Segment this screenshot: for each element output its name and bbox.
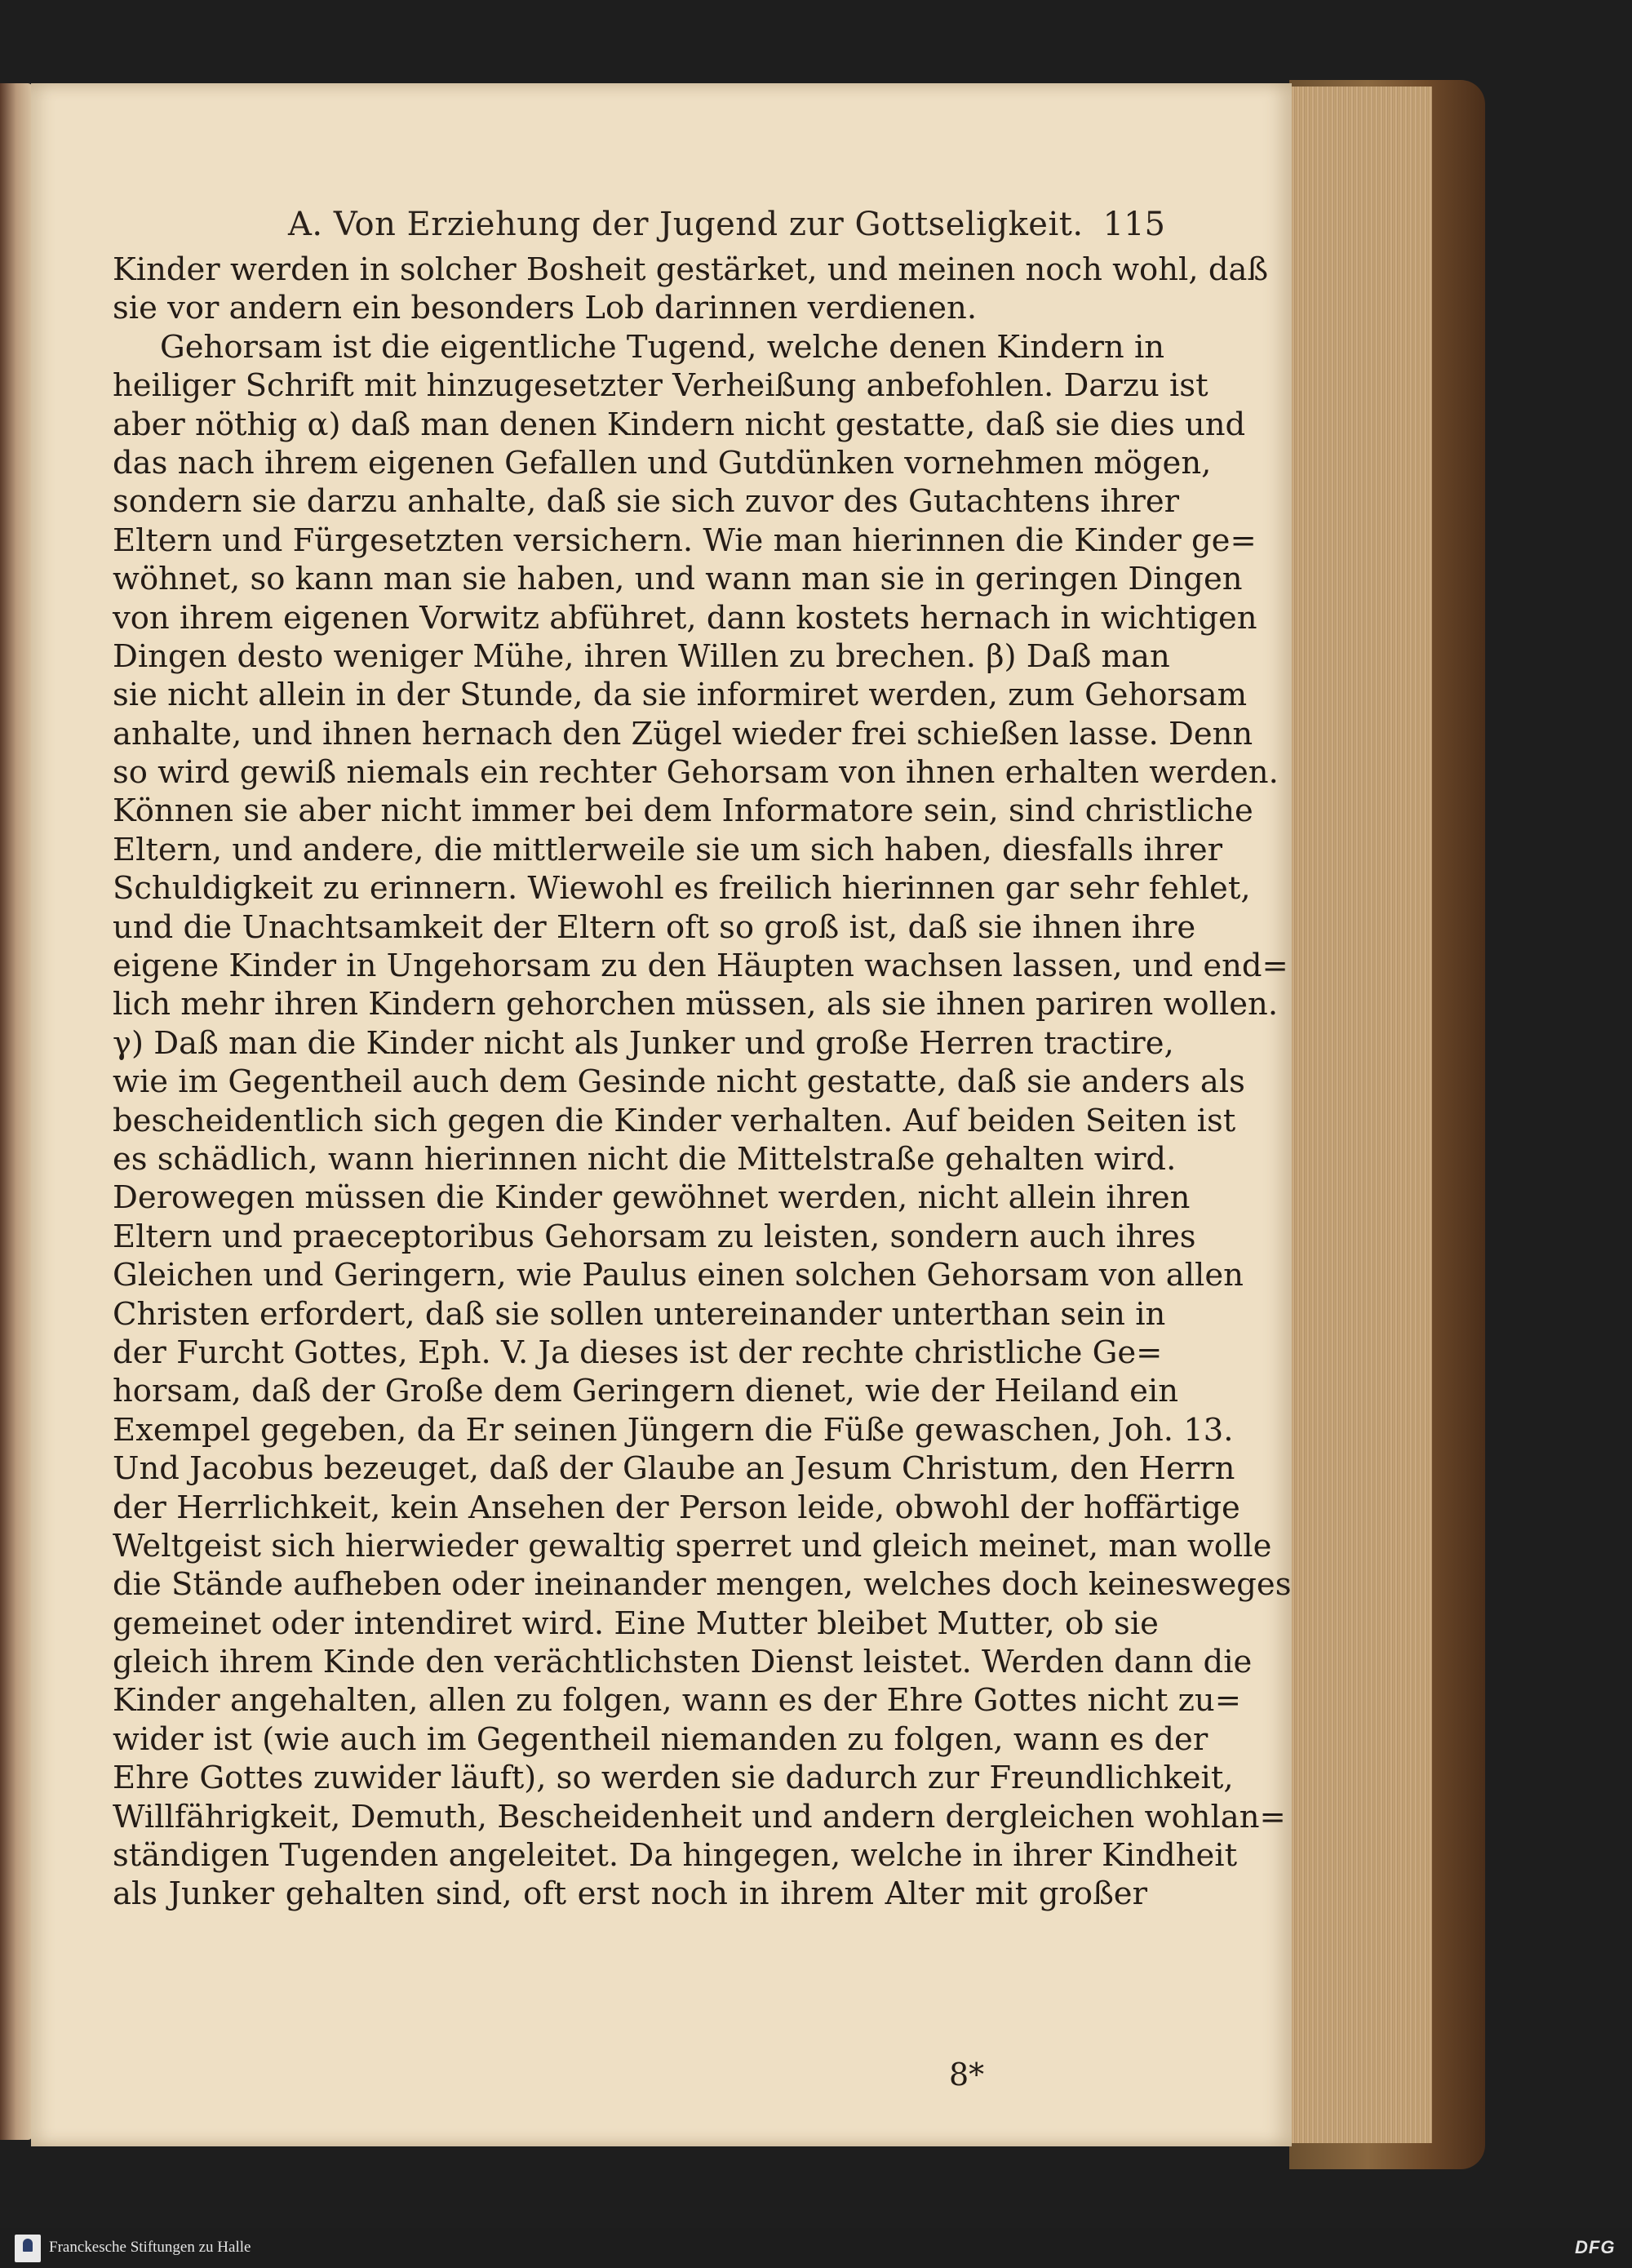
book-page: [31, 83, 1292, 2146]
text-line: als Junker gehalten sind, oft erst noch in ihrem Alter mit großer: [113, 1875, 1147, 1913]
text-line: γ) Daß man die Kinder nicht als Junker und große Herren tractire,: [113, 1024, 1174, 1062]
running-head: A. Von Erziehung der Jugend zur Gottseligkeit.: [288, 206, 1084, 243]
text-line: aber nöthig α) daß man denen Kindern nicht gestatte, daß sie dies und: [113, 406, 1246, 443]
text-line: sondern sie darzu anhalte, daß sie sich zuvor des Gutachtens ihrer: [113, 483, 1180, 521]
text-line: Dingen desto weniger Mühe, ihren Willen zu brechen. β) Daß man: [113, 637, 1170, 675]
text-line: das nach ihrem eigenen Gefallen und Gutdünken vornehmen mögen,: [113, 444, 1212, 482]
text-line: lich mehr ihren Kindern gehorchen müssen, als sie ihnen pariren wollen.: [113, 986, 1279, 1023]
text-line: wider ist (wie auch im Gegentheil niemanden zu folgen, wann es der: [113, 1720, 1208, 1758]
institution-label: Franckesche Stiftungen zu Halle: [49, 2239, 251, 2256]
text-line: wöhnet, so kann man sie haben, und wann man sie in geringen Dingen: [113, 561, 1243, 598]
text-line: Schuldigkeit zu erinnern. Wiewohl es freilich hierinnen gar sehr fehlet,: [113, 870, 1251, 908]
text-line: so wird gewiß niemals ein rechter Gehorsam von ihnen erhalten werden.: [113, 754, 1279, 792]
text-line: Eltern und praeceptoribus Gehorsam zu leisten, sondern auch ihres: [113, 1218, 1196, 1255]
text-line: Christen erfordert, daß sie sollen untereinander unterthan sein in: [113, 1295, 1166, 1333]
text-line: wie im Gegentheil auch dem Gesinde nicht gestatte, daß sie anders als: [113, 1063, 1245, 1101]
text-line: Gehorsam ist die eigentliche Tugend, welche denen Kindern in: [160, 328, 1165, 366]
text-line: und die Unachtsamkeit der Eltern oft so groß ist, daß sie ihnen ihre: [113, 908, 1196, 946]
text-line: sie vor andern ein besonders Lob darinnen verdienen.: [113, 290, 978, 327]
text-line: ständigen Tugenden angeleitet. Da hingegen, welche in ihrer Kindheit: [113, 1837, 1238, 1875]
signature-mark: 8*: [949, 2057, 985, 2093]
text-line: Kinder werden in solcher Bosheit gestärket, und meinen noch wohl, daß: [113, 251, 1269, 288]
text-line: Derowegen müssen die Kinder gewöhnet werden, nicht allein ihren: [113, 1179, 1191, 1217]
text-line: bescheidentlich sich gegen die Kinder verhalten. Auf beiden Seiten ist: [113, 1102, 1236, 1139]
body-text: [113, 251, 1292, 2058]
page-number: 115: [1102, 206, 1165, 243]
text-line: eigene Kinder in Ungehorsam zu den Häupten wachsen lassen, und end=: [113, 948, 1288, 985]
text-line: der Furcht Gottes, Eph. V. Ja dieses ist der rechte christliche Ge=: [113, 1334, 1163, 1371]
text-line: Weltgeist sich hierwieder gewaltig sperret und gleich meinet, man wolle: [113, 1527, 1272, 1565]
text-line: Eltern, und andere, die mittlerweile sie um sich haben, diesfalls ihrer: [113, 831, 1223, 868]
text-line: Gleichen und Geringern, wie Paulus einen solchen Gehorsam von allen: [113, 1257, 1244, 1294]
text-line: es schädlich, wann hierinnen nicht die Mittelstraße gehalten wird.: [113, 1140, 1177, 1178]
text-line: gemeinet oder intendiret wird. Eine Mutter bleibet Mutter, ob sie: [113, 1604, 1159, 1642]
dfg-logo: DFG: [1575, 2237, 1616, 2257]
facing-page-edge: [0, 83, 33, 2140]
text-line: die Stände aufheben oder ineinander mengen, welches doch keinesweges: [113, 1566, 1292, 1604]
text-line: Kinder angehalten, allen zu folgen, wann es der Ehre Gottes nicht zu=: [113, 1682, 1241, 1720]
text-line: sie nicht allein in der Stunde, da sie informiret werden, zum Gehorsam: [113, 677, 1248, 714]
text-line: Und Jacobus bezeuget, daß der Glaube an Jesum Christum, den Herrn: [113, 1450, 1235, 1488]
text-line: heiliger Schrift mit hinzugesetzter Verheißung anbefohlen. Darzu ist: [113, 367, 1208, 405]
text-line: Exempel gegeben, da Er seinen Jüngern die Füße gewaschen, Joh. 13.: [113, 1411, 1234, 1449]
text-line: von ihrem eigenen Vorwitz abführet, dann kostets hernach in wichtigen: [113, 599, 1257, 637]
text-line: der Herrlichkeit, kein Ansehen der Person leide, obwohl der hoffärtige: [113, 1489, 1240, 1526]
text-line: Können sie aber nicht immer bei dem Informatore sein, sind christliche: [113, 792, 1253, 830]
text-line: Eltern und Fürgesetzten versichern. Wie man hierinnen die Kinder ge=: [113, 522, 1257, 559]
text-line: anhalte, und ihnen hernach den Zügel wieder frei schießen lasse. Denn: [113, 715, 1253, 752]
institution-seal-icon: [15, 2235, 41, 2262]
page-edges: [1285, 87, 1432, 2143]
text-line: Willfährigkeit, Demuth, Bescheidenheit und andern dergleichen wohlan=: [113, 1798, 1286, 1835]
text-line: gleich ihrem Kinde den verächtlichsten Dienst leistet. Werden dann die: [113, 1644, 1253, 1681]
text-line: Ehre Gottes zuwider läuft), so werden sie dadurch zur Freundlichkeit,: [113, 1760, 1234, 1797]
text-line: horsam, daß der Große dem Geringern dienet, wie der Heiland ein: [113, 1373, 1179, 1410]
footer-bar: [0, 2228, 1632, 2268]
